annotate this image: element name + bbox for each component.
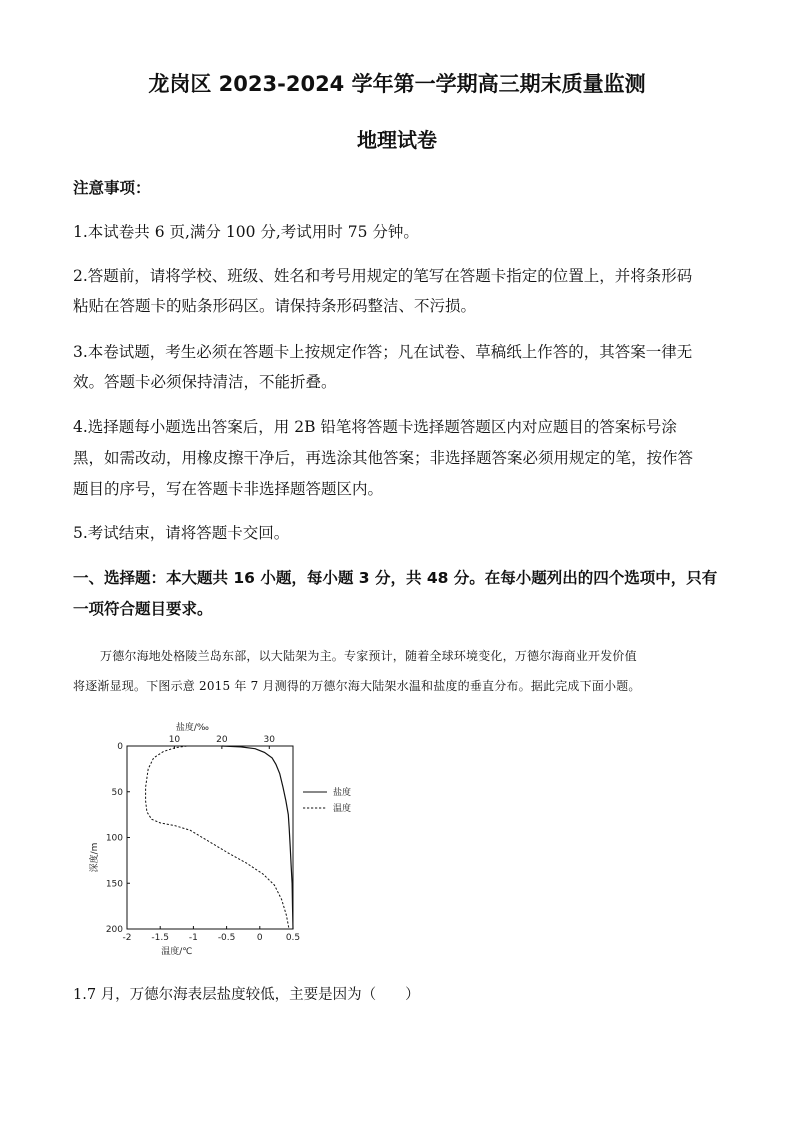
depth-axis-label: 深度/m xyxy=(90,842,100,873)
salinity-axis-label: 盐度/‰ xyxy=(175,723,209,733)
plot-frame xyxy=(127,746,293,929)
notice-line-3: 3.本卷试题，考生必须在答题卡上按规定作答；凡在试卷、草稿纸上作答的，其答案一律无 xyxy=(73,343,693,361)
depth-profile-chart xyxy=(75,716,365,956)
section-heading-b: 一项符合题目要求。 xyxy=(73,600,213,618)
y-tick-label: 150 xyxy=(105,879,123,890)
x-tick-label: 0 xyxy=(256,933,263,943)
material-line-2: 将逐渐显现。下图示意 2015 年 7 月测得的万德尔海大陆架水温和盐度的垂直分布。据此完成下面小题。 xyxy=(73,679,641,693)
top-tick-label: 10 xyxy=(168,735,181,745)
top-tick-label: 20 xyxy=(216,735,228,745)
notice-line-4c: 题目的序号，写在答题卡非选择题答题区内。 xyxy=(73,480,384,498)
y-tick-label: 0 xyxy=(117,742,123,752)
notice-line-2b: 粘贴在答题卡的贴条形码区。请保持条形码整洁、不污损。 xyxy=(73,297,477,315)
chart-axes xyxy=(127,746,293,929)
notice-line-1: 1.本试卷共 6 页,满分 100 分,考试用时 75 分钟。 xyxy=(73,223,419,241)
salinity-line xyxy=(222,746,293,929)
chart-legend xyxy=(303,786,351,814)
question-1-stem: 1.7 月，万德尔海表层盐度较低，主要是因为（ ） xyxy=(73,987,420,1003)
notice-line-5: 5.考试结束，请将答题卡交回。 xyxy=(73,524,290,542)
notice-line-2: 2.答题前，请将学校、班级、姓名和考号用规定的笔写在答题卡指定的位置上，并将条形码 xyxy=(73,267,693,285)
x-tick-label: -0.5 xyxy=(217,933,236,943)
x-tick-label: -1 xyxy=(188,933,198,943)
y-tick-label: 200 xyxy=(105,925,123,935)
x-tick-label: -2 xyxy=(122,933,132,943)
material-line-1: 万德尔海地处格陵兰岛东部，以大陆架为主。专家预计，随着全球环境变化，万德尔海商业开发价值 xyxy=(100,649,637,663)
chart-lines xyxy=(146,746,293,929)
y-tick-label: 50 xyxy=(111,787,123,798)
y-tick-label: 100 xyxy=(105,833,123,844)
notice-line-4b: 黑，如需改动，用橡皮擦干净后，再选涂其他答案；非选择题答案必须用规定的笔，按作答 xyxy=(73,449,694,467)
notice-heading: 注意事项： xyxy=(73,179,151,197)
section-heading: 一、选择题：本大题共 16 小题，每小题 3 分，共 48 分。在每小题列出的四个选项中，只有 xyxy=(73,569,718,587)
exam-subject: 地理试卷 xyxy=(357,128,437,152)
notice-line-3b: 效。答题卡必须保持清洁，不能折叠。 xyxy=(73,373,337,391)
notice-line-4: 4.选择题每小题选出答案后，用 2B 铅笔将答题卡选择题答题区内对应题目的答案标号涂 xyxy=(73,418,677,436)
chart-ticks xyxy=(88,721,300,956)
top-tick-label: 30 xyxy=(263,735,276,745)
exam-title: 龙岗区 2023-2024 学年第一学期高三期末质量监测 xyxy=(148,72,646,96)
temperature-line xyxy=(146,746,289,929)
legend-label: 盐度 xyxy=(333,788,352,798)
x-tick-label: -1.5 xyxy=(151,933,169,943)
x-tick-label: 0.5 xyxy=(285,933,301,943)
temperature-axis-label: 温度/℃ xyxy=(161,947,193,956)
legend-label: 温度 xyxy=(333,804,352,814)
